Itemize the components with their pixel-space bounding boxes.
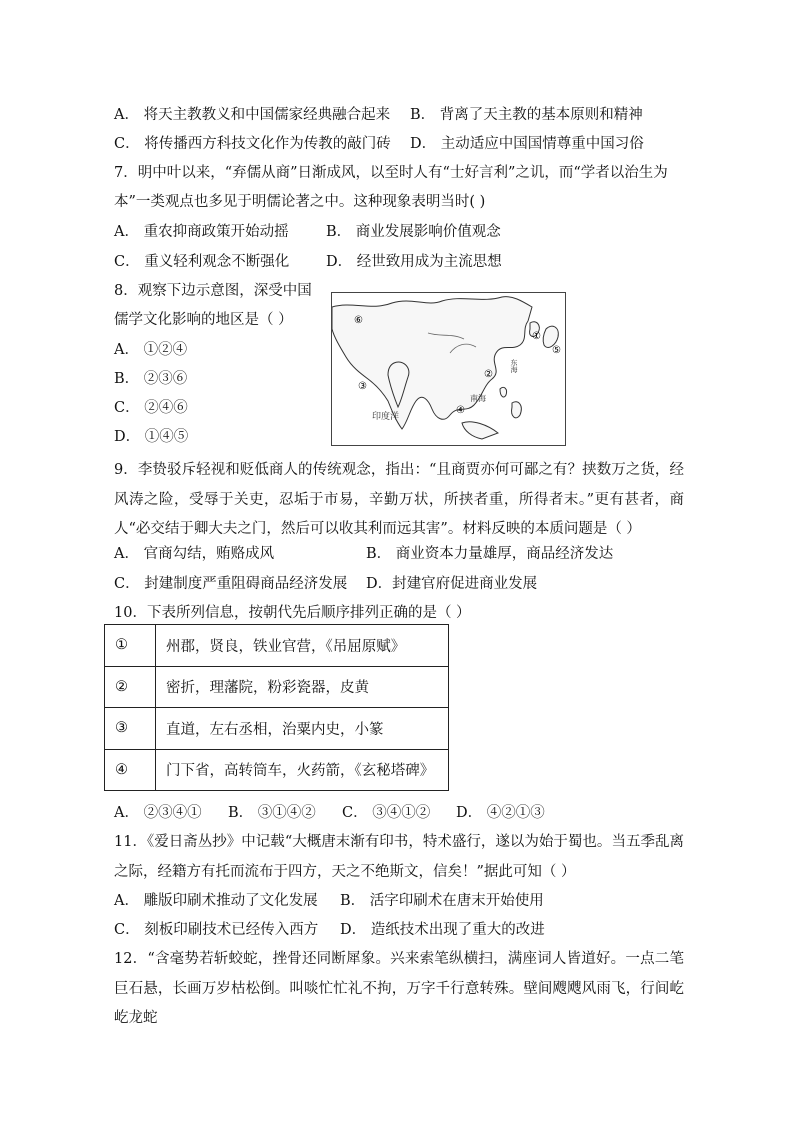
map-marker-5: ⑤ [552,345,561,356]
q6-option-a: A． 将天主教教义和中国儒家经典融合起来 [114,107,391,123]
table-cell-num: ④ [105,749,156,791]
table-cell-text: 门下省，高转筒车，火药箭，《玄秘塔碑》 [156,749,449,791]
q8-stem-line1: 8．观察下边示意图，深受中国 [114,283,312,299]
table-cell-num: ③ [105,708,156,750]
archipelago-outline [462,422,498,439]
q7-stem-line2: 本”一类观点也多见于明儒论著之中。这种现象表明当时( ) [114,194,486,210]
asia-map-svg [332,293,565,445]
q10-table [104,624,449,791]
q10-option-a: A． ②③④① [114,805,202,821]
q7-option-d: D． 经世致用成为主流思想 [326,254,502,270]
q11-stem: 11．《爱日斋丛抄》中记载“大概唐末渐有印书，特术盛行，遂以为始于蜀也。当五季乱离之际，经籍方有托而流布于四方，天之不绝斯文，信矣！”据此可知（ ） [114,834,684,880]
q11-option-d: D． 造纸技术出现了重大的改进 [340,922,545,938]
table-cell-num: ① [105,625,156,667]
q7-option-a: A． 重农抑商政策开始动摇 [114,224,289,240]
table-cell-text: 直道，左右丞相，治粟内史，小篆 [156,708,449,750]
table-row [105,749,449,791]
q8-option-a: A． ①②④ [114,342,188,358]
map-marker-3: ③ [358,381,367,392]
q6-option-b: B． 背离了天主教的基本原则和精神 [410,107,643,123]
q8-option-c: C． ②④⑥ [114,400,188,416]
q9-option-d: D．封建官府促进商业发展 [366,576,538,592]
label-east-sea: 东海 [510,359,518,373]
q7-option-c: C． 重义轻利观念不断强化 [114,254,290,270]
q10-option-b: B． ③①④② [228,805,316,821]
q9-stem: 9．李贽驳斥轻视和贬低商人的传统观念，指出：“且商贾亦何可鄙之有？挟数万之货，经风涛之险，受辱于关吏，忍垢于市易，辛勤万状，所挟者重，所得者末。”更有甚者，商人“必交结于卿大夫之门，然后可以收其利而远其害”。材料反映的本质问题是（ ） [114,462,684,537]
table-cell-text: 州郡，贤良，铁业官营，《吊屈原赋》 [156,625,449,667]
q7-stem-line1: 7．明中叶以来，“弃儒从商”日渐成风，以至时人有“士好言利”之讥，而“学者以治生为 [114,165,668,181]
table-row [105,708,449,750]
q10-option-c: C． ③④①② [342,805,431,821]
q7-option-b: B． 商业发展影响价值观念 [326,224,501,240]
island-outline [500,387,507,397]
table-row [105,625,449,667]
map-marker-4: ④ [456,405,465,416]
q8-stem-line2: 儒学文化影响的地区是（ ） [114,312,293,328]
q8-option-d: D． ①④⑤ [114,429,189,445]
q9-option-a: A． 官商勾结，贿赂成风 [114,546,275,562]
label-south-sea: 南海 [470,394,486,403]
q6-option-c: C． 将传播西方科技文化作为传教的敲门砖 [114,136,391,152]
q9-option-b: B． 商业资本力量雄厚，商品经济发达 [366,546,614,562]
q12-stem: 12．“含毫势若斩蛟蛇，挫骨还同断犀象。兴来索笔纵横扫，满座词人皆道好。一点二笔巨石悬，长画万岁枯松倒。叫啖忙忙礼不拘，万字千行意转殊。壁间飕飕风雨飞，行间屹屹龙蛇 [114,951,684,1026]
q10-option-d: D． ④②①③ [456,805,545,821]
q6-option-d: D． 主动适应中国国情尊重中国习俗 [410,136,644,152]
map-marker-1: ① [532,331,541,342]
q8-option-b: B． ②③⑥ [114,371,188,387]
asia-map-figure [331,292,566,446]
q9-option-c: C． 封建制度严重阻碍商品经济发展 [114,576,348,592]
q11-option-a: A． 雕版印刷术推动了文化发展 [114,893,318,909]
q11-option-c: C． 刻板印刷技术已经传入西方 [114,922,319,938]
table-cell-text: 密折，理藩院，粉彩瓷器，皮黄 [156,666,449,708]
q10-stem: 10．下表所列信息，按朝代先后顺序排列正确的是（ ） [114,605,471,621]
map-marker-6: ⑥ [354,315,363,326]
table-cell-num: ② [105,666,156,708]
map-marker-2: ② [484,369,493,380]
table-row [105,666,449,708]
philippines-outline [512,402,522,418]
label-indian-ocean: 印度洋 [372,412,400,422]
q11-option-b: B． 活字印刷术在唐末开始使用 [340,893,544,909]
